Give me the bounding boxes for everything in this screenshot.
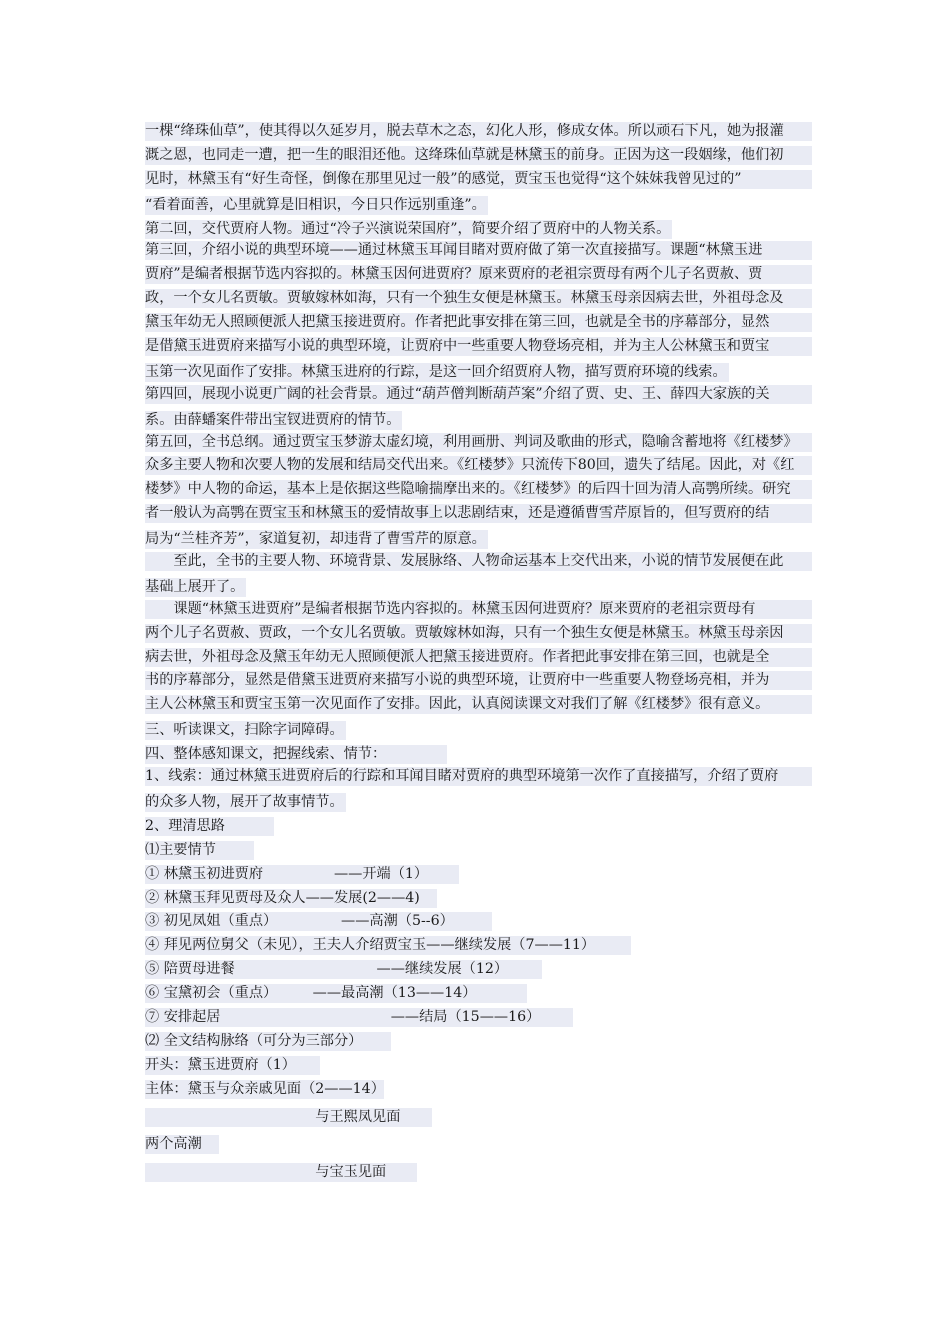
plot-item: ⑤ 陪贾母进餐 ——继续发展（12）	[145, 958, 810, 982]
plot-item: ⑦ 安排起居 ——结局（15——16）	[145, 1006, 810, 1030]
text-line: 基础上展开了。	[145, 578, 245, 595]
section-heading: 四、整体感知课文，把握线索、情节：	[145, 743, 810, 767]
text-line: 政，一个女儿名贾敏。贾敏嫁林如海，只有一个独生女便是林黛玉。林黛玉母亲因病去世，外祖母念及	[145, 289, 810, 313]
sub-heading: ⑴主要情节	[145, 839, 810, 863]
text-line: 黛玉年幼无人照顾便派人把黛玉接进贾府。作者把此事安排在第三回，也就是全书的序幕部分，显然	[145, 313, 810, 337]
text-line: 溉之恩，也同走一遭，把一生的眼泪还他。这绛珠仙草就是林黛玉的前身。正因为这一段姻缘，他们初	[145, 146, 810, 170]
sub-heading: ⑵ 全文结构脉络（可分为三部分）	[145, 1030, 810, 1054]
structure-item: 主体：黛玉与众亲戚见面（2——14）	[145, 1080, 385, 1097]
structure-item: 两个高潮	[145, 1133, 810, 1157]
text-line: 至此，全书的主要人物、环境背景、发展脉络、人物命运基本上交代出来，小说的情节发展便在此	[145, 552, 810, 576]
text-line: 者一般认为高鹗在贾宝玉和林黛玉的爱情故事上以悲剧结束，还是遵循曹雪芹原旨的，但写贾府的结	[145, 504, 810, 528]
text-line: 玉第一次见面作了安排。林黛玉进府的行踪，是这一回介绍贾府人物，描写贾府环境的线索。	[145, 363, 727, 380]
text-line: 众多主要人物和次要人物的发展和结局交代出来。《红楼梦》只流传下80回，遗失了结尾。因此，对《红	[145, 456, 810, 480]
text-line: 1、线索：通过林黛玉进贾府后的行踪和耳闻目睹对贾府的典型环境第一次作了直接描写，介绍了贾府	[145, 767, 810, 791]
plot-item: ⑥ 宝黛初会（重点） ——最高潮（13——14）	[145, 982, 810, 1006]
text-line: 见时，林黛玉有“好生奇怪，倒像在那里见过一般”的感觉，贾宝玉也觉得“这个妹妹我曾见过的”	[145, 170, 810, 194]
text-line: 第二回，交代贾府人物。通过“冷子兴演说荣国府”，简要介绍了贾府中的人物关系。	[145, 220, 671, 237]
text-line: 两个儿子名贾赦、贾政，一个女儿名贾敏。贾敏嫁林如海，只有一个独生女便是林黛玉。林黛玉母亲因	[145, 624, 810, 648]
text-line: 局为“兰桂齐芳”，家道复初，却违背了曹雪芹的原意。	[145, 531, 486, 548]
text-line: 的众多人物，展开了故事情节。	[145, 793, 344, 810]
text-line: 系。由薛蟠案件带出宝钗进贾府的情节。	[145, 411, 401, 428]
text-line: 楼梦》中人物的命运，基本上是依据这些隐喻揣摩出来的。《红楼梦》的后四十回为清人高鹗所续。研究	[145, 480, 810, 504]
structure-item: 与宝玉见面	[145, 1161, 810, 1185]
document-body	[145, 122, 810, 1185]
text-line: 是借黛玉进贾府来描写小说的典型环境，让贾府中一些重要人物登场亮相，并为主人公林黛玉和贾宝	[145, 337, 810, 361]
text-line: 课题“林黛玉进贾府”是编者根据节选内容拟的。林黛玉因何进贾府？原来贾府的老祖宗贾母有	[145, 600, 810, 624]
plot-item: ③ 初见凤姐（重点） ——高潮（5--6）	[145, 910, 810, 934]
plot-item: ① 林黛玉初进贾府 ——开端（1）	[145, 863, 810, 887]
text-line: 书的序幕部分，显然是借黛玉进贾府来描写小说的典型环境，让贾府中一些重要人物登场亮相，并为	[145, 671, 810, 695]
structure-item: 开头：黛玉进贾府（1）	[145, 1054, 810, 1078]
section-heading: 三、听读课文，扫除字词障碍。	[145, 722, 344, 739]
text-line: 第四回，展现小说更广阔的社会背景。通过“葫芦僧判断葫芦案”介绍了贾、史、王、薛四大家族的关	[145, 385, 810, 409]
structure-item: 与王熙凤见面	[145, 1106, 810, 1130]
text-line: “看着面善，心里就算是旧相识，今日只作远别重逢”。	[145, 196, 486, 213]
text-line: 一棵“绛珠仙草”，使其得以久延岁月，脱去草木之态，幻化人形，修成女体。所以顽石下凡，她为报灌	[145, 122, 810, 146]
text-line: 第三回，介绍小说的典型环境——通过林黛玉耳闻目睹对贾府做了第一次直接描写。课题“林黛玉进	[145, 241, 810, 265]
text-line: 第五回，全书总纲。通过贾宝玉梦游太虚幻境，利用画册、判词及歌曲的形式，隐喻含蓄地将《红楼梦》	[145, 433, 810, 457]
text-line: 病去世，外祖母念及黛玉年幼无人照顾便派人把黛玉接进贾府。作者把此事安排在第三回，也就是全	[145, 648, 810, 672]
text-line: 主人公林黛玉和贾宝玉第一次见面作了安排。因此，认真阅读课文对我们了解《红楼梦》很有意义。	[145, 695, 810, 719]
sub-heading: 2、理清思路	[145, 815, 810, 839]
plot-item: ④ 拜见两位舅父（未见），王夫人介绍贾宝玉——继续发展（7——11）	[145, 934, 810, 958]
text-line: 贾府”是编者根据节选内容拟的。林黛玉因何进贾府？原来贾府的老祖宗贾母有两个儿子名贾赦、贾	[145, 265, 810, 289]
plot-item: ② 林黛玉拜见贾母及众人——发展(2——4)	[145, 887, 810, 911]
